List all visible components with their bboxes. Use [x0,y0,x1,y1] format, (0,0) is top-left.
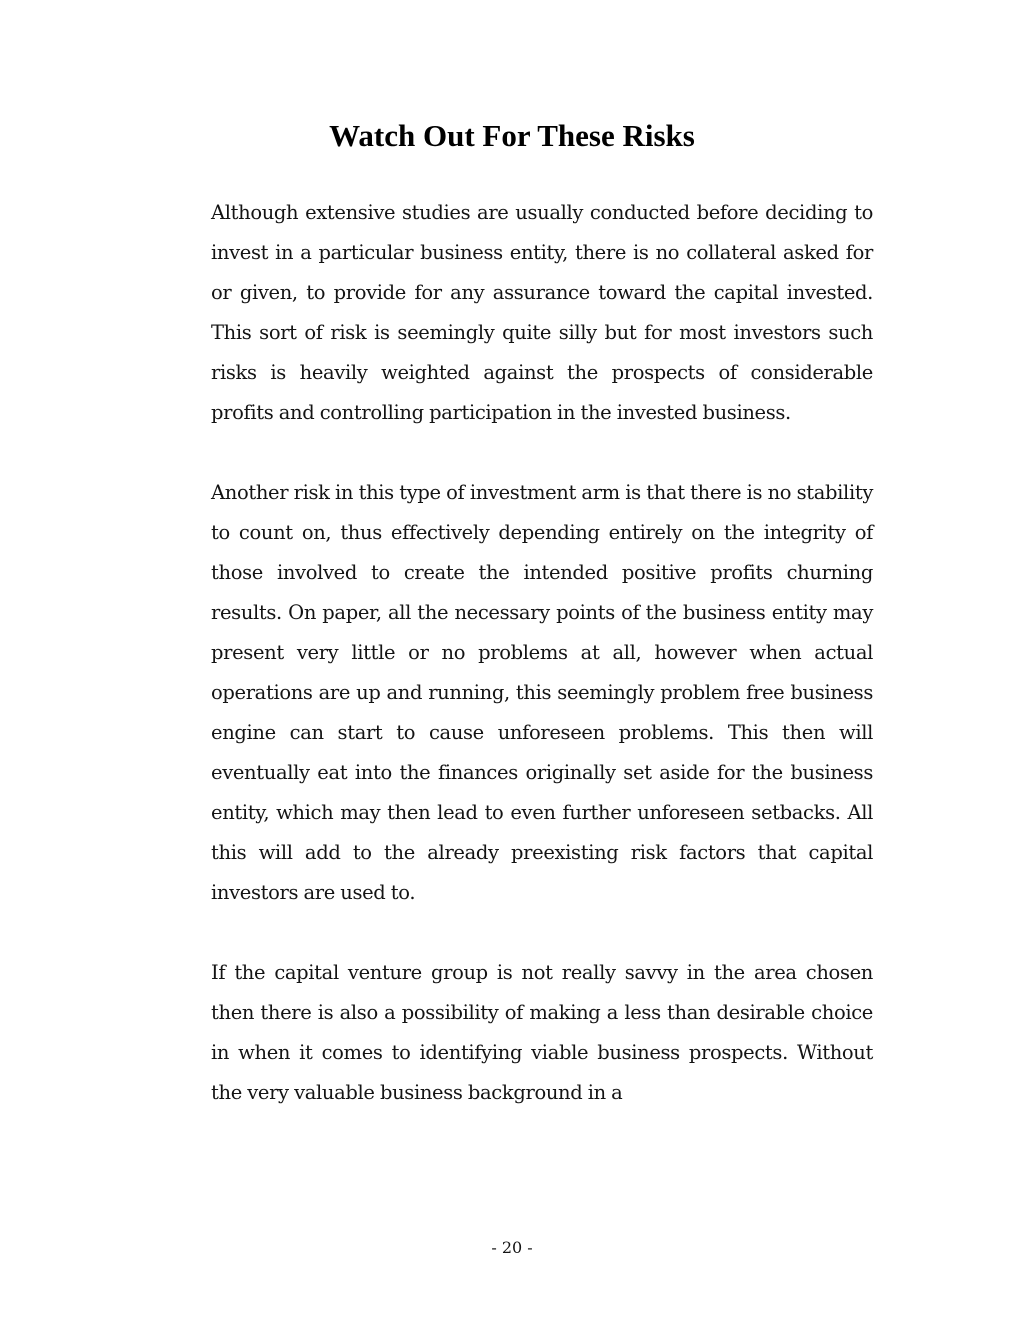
page-number: - 20 - [491,1238,533,1257]
paragraph: Another risk in this type of investment arm is that there is no stability to count on, thus effectively depending entirely on the integrity of those involved to create the intended positive profits churning results. On paper, all the necessary points of the business entity may present very little or no problems at all, however when actual operations are up and running, this seemingly problem free business engine can start to cause unforeseen problems. This then will eventually eat into the finances originally set aside for the business entity, which may then lead to even further unforeseen setbacks. All this will add to the already preexisting risk factors that capital investors are used to. [211,481,873,904]
body-text [211,193,873,1153]
paragraph: Although extensive studies are usually conducted before deciding to invest in a particular business entity, there is no collateral asked for or given, to provide for any assurance toward the capital invested. This sort of risk is seemingly quite silly but for most investors such risks is heavily weighted against the prospects of considerable profits and controlling participation in the invested business. [211,201,873,424]
paragraph: If the capital venture group is not really savvy in the area chosen then there is also a possibility of making a less than desirable choice in when it comes to identifying viable business prospects. Without the very valuable business background in a [211,961,873,1104]
page-title: Watch Out For These Risks [329,118,695,153]
